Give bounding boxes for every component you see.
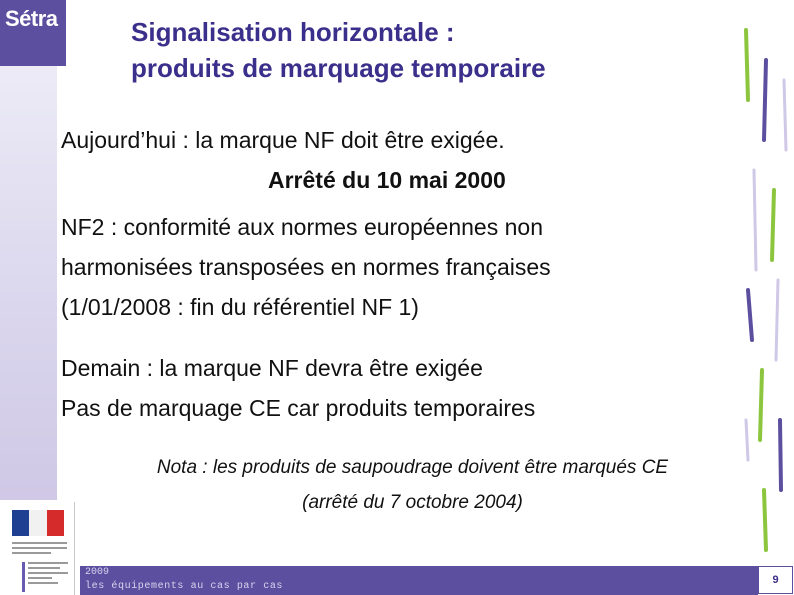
nota-line-2: (arrêté du 7 octobre 2004) <box>302 492 523 513</box>
para1-line-1: Aujourd’hui : la marque NF doit être exigée. <box>61 127 505 153</box>
paragraph-nf-requirement <box>61 120 506 200</box>
para2-line-2: harmonisées transposées en normes françaises <box>61 254 551 280</box>
arrete-reference: Arrêté du 10 mai 2000 <box>268 167 506 193</box>
footer-year: 2009 <box>85 567 110 578</box>
paragraph-future <box>61 348 535 428</box>
footer-tagline: les équipements au cas par cas <box>85 581 284 592</box>
left-decorative-strip <box>0 66 57 500</box>
nota-note <box>60 450 765 520</box>
logo-text: Sétra <box>5 6 58 31</box>
para3-line-1: Demain : la marque NF devra être exigée <box>61 355 483 381</box>
para2-line-1: NF2 : conformité aux normes européennes non <box>61 214 543 240</box>
ministry-sub-lines <box>28 562 68 587</box>
slide-title <box>131 14 731 86</box>
para2-line-3: (1/01/2008 : fin du référentiel NF 1) <box>61 294 419 320</box>
marianne-flag-icon <box>12 510 64 536</box>
title-line-2: produits de marquage temporaire <box>131 53 546 83</box>
ministry-name-lines <box>12 542 67 557</box>
para3-line-2: Pas de marquage CE car produits temporaires <box>61 395 536 421</box>
paragraph-nf2 <box>61 207 551 327</box>
setra-logo <box>0 0 66 66</box>
footer-bar <box>80 566 758 595</box>
decorative-strokes <box>734 20 794 570</box>
ministry-logo <box>2 502 75 595</box>
nota-line-1: Nota : les produits de saupoudrage doivent être marqués CE <box>156 457 669 478</box>
title-line-1: Signalisation horizontale : <box>131 17 455 47</box>
page-number: 9 <box>758 566 793 594</box>
ministry-stripe <box>22 562 25 592</box>
